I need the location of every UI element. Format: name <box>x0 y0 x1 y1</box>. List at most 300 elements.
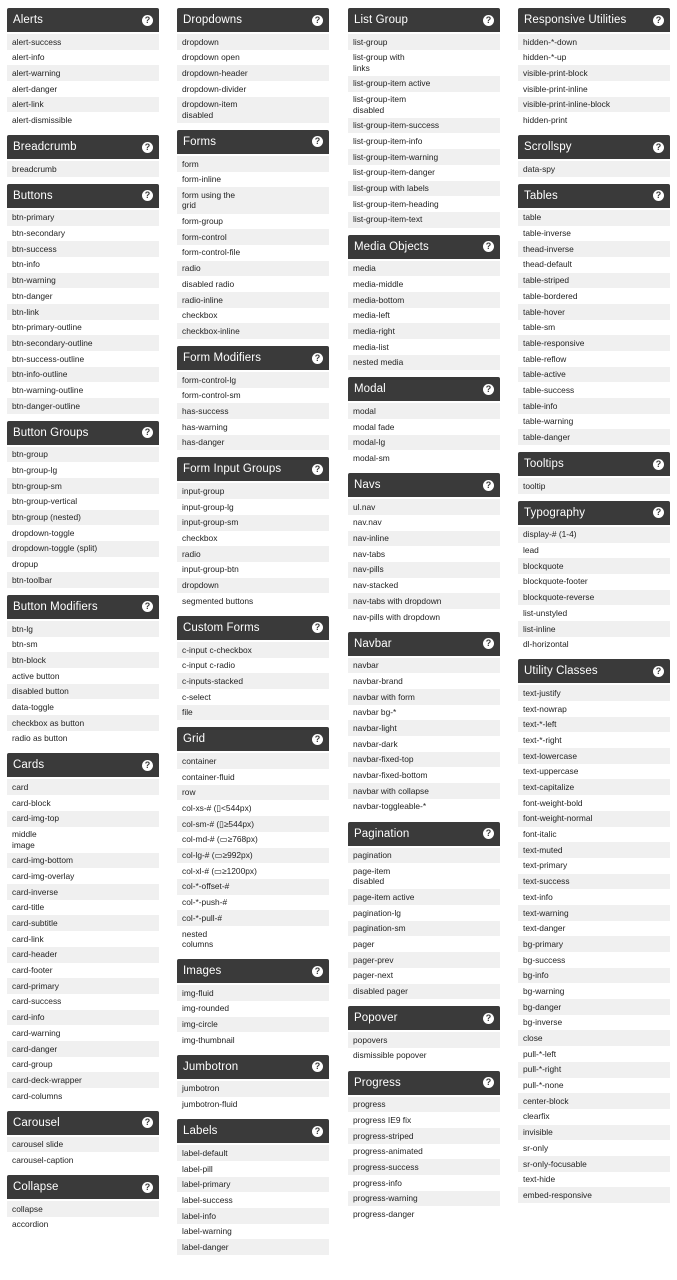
list-item[interactable]: navbar-toggleable-* <box>348 799 500 815</box>
list-item[interactable]: table-active <box>518 367 670 383</box>
list-item[interactable]: input-group-sm <box>177 515 329 531</box>
list-item[interactable]: label-warning <box>177 1224 329 1240</box>
help-icon[interactable]: ? <box>142 1117 153 1128</box>
list-item[interactable]: progress-striped <box>348 1128 500 1144</box>
help-icon[interactable]: ? <box>653 142 664 153</box>
list-item[interactable]: disabled button <box>7 684 159 700</box>
list-item[interactable]: display-# (1-4) <box>518 527 670 543</box>
list-item[interactable]: alert-danger <box>7 81 159 97</box>
list-item[interactable]: navbar <box>348 658 500 674</box>
list-item[interactable]: list-inline <box>518 621 670 637</box>
list-item[interactable]: table <box>518 210 670 226</box>
list-item[interactable]: nav.nav <box>348 515 500 531</box>
list-item[interactable]: col-*-offset-# <box>177 879 329 895</box>
list-item[interactable]: segmented buttons <box>177 593 329 609</box>
list-item[interactable]: list-group-item-text <box>348 212 500 228</box>
section-title: Responsive Utilities <box>524 14 627 26</box>
list-item[interactable]: table-info <box>518 398 670 414</box>
list-item[interactable]: form-control-sm <box>177 388 329 404</box>
list-item[interactable]: dl-horizontal <box>518 637 670 653</box>
list-item[interactable]: col-*-pull-# <box>177 910 329 926</box>
list-item[interactable]: radio as button <box>7 731 159 747</box>
list-item[interactable]: col-xs-# (▯<544px) <box>177 800 329 816</box>
list-item[interactable]: disabled pager <box>348 984 500 1000</box>
list-item[interactable]: radio <box>177 546 329 562</box>
list-item[interactable]: visible-print-inline-block <box>518 97 670 113</box>
help-icon[interactable]: ? <box>483 480 494 491</box>
list-item[interactable]: bg-primary <box>518 936 670 952</box>
help-icon[interactable]: ? <box>312 1126 323 1137</box>
list-item[interactable]: list-group-item-danger <box>348 165 500 181</box>
list-item[interactable]: ul.nav <box>348 499 500 515</box>
list-item[interactable]: input-group <box>177 483 329 499</box>
list-item[interactable]: img-thumbnail <box>177 1032 329 1048</box>
list-item[interactable]: card-img-top <box>7 811 159 827</box>
section-tooltips <box>518 452 670 494</box>
list-item[interactable]: progress-info <box>348 1175 500 1191</box>
list-item[interactable]: table-inverse <box>518 226 670 242</box>
list-item[interactable]: text-danger <box>518 921 670 937</box>
list-item[interactable]: card-link <box>7 931 159 947</box>
list-item[interactable]: media-bottom <box>348 292 500 308</box>
list-item[interactable]: pager <box>348 936 500 952</box>
list-item[interactable]: card-title <box>7 900 159 916</box>
list-item[interactable]: card-warning <box>7 1025 159 1041</box>
help-icon[interactable]: ? <box>312 966 323 977</box>
help-icon[interactable]: ? <box>653 507 664 518</box>
list-item[interactable]: popovers <box>348 1032 500 1048</box>
list-item[interactable]: text-warning <box>518 905 670 921</box>
list-item[interactable]: btn-group-lg <box>7 462 159 478</box>
list-item[interactable]: dropup <box>7 557 159 573</box>
list-item[interactable]: label-success <box>177 1192 329 1208</box>
list-item[interactable]: visible-print-block <box>518 65 670 81</box>
list-item[interactable]: font-weight-normal <box>518 811 670 827</box>
list-item[interactable]: navbar with form <box>348 689 500 705</box>
list-item[interactable]: btn-info <box>7 257 159 273</box>
list-item[interactable]: btn-lg <box>7 621 159 637</box>
list-item[interactable]: has-success <box>177 403 329 419</box>
help-icon[interactable]: ? <box>312 734 323 745</box>
help-icon[interactable]: ? <box>312 353 323 364</box>
list-item[interactable]: tooltip <box>518 478 670 494</box>
item-list <box>7 779 159 1103</box>
list-item[interactable]: form-inline <box>177 172 329 188</box>
list-item[interactable]: radio <box>177 261 329 277</box>
list-item[interactable]: card-header <box>7 947 159 963</box>
help-icon[interactable]: ? <box>312 464 323 475</box>
list-item[interactable]: jumbotron-fluid <box>177 1097 329 1113</box>
list-item[interactable]: active button <box>7 668 159 684</box>
list-item[interactable]: blockquote-reverse <box>518 590 670 606</box>
list-item[interactable]: col-lg-# (▭≥992px) <box>177 848 329 864</box>
help-icon[interactable]: ? <box>142 190 153 201</box>
item-list <box>177 372 329 450</box>
list-item[interactable]: dropdown-divider <box>177 81 329 97</box>
section-title: Modal <box>354 383 386 396</box>
list-item[interactable]: nav-tabs with dropdown <box>348 593 500 609</box>
list-item[interactable]: list-group-item active <box>348 76 500 92</box>
list-item[interactable]: card-danger <box>7 1041 159 1057</box>
list-item[interactable]: data-spy <box>518 161 670 177</box>
list-item[interactable]: table-bordered <box>518 288 670 304</box>
list-item[interactable]: card-subtitle <box>7 915 159 931</box>
list-item[interactable]: alert-link <box>7 97 159 113</box>
list-item[interactable]: col-sm-# (▯≥544px) <box>177 816 329 832</box>
help-icon[interactable]: ? <box>312 1061 323 1072</box>
list-item[interactable]: form-group <box>177 214 329 230</box>
section-breadcrumb <box>7 135 159 177</box>
help-icon[interactable]: ? <box>483 1077 494 1088</box>
list-item[interactable]: hidden-*-down <box>518 34 670 50</box>
list-item[interactable]: close <box>518 1030 670 1046</box>
list-item[interactable]: label-pill <box>177 1161 329 1177</box>
help-icon[interactable]: ? <box>653 459 664 470</box>
list-item[interactable]: pager-prev <box>348 952 500 968</box>
list-item[interactable]: modal-lg <box>348 435 500 451</box>
section-title: Utility Classes <box>524 665 598 678</box>
help-icon[interactable]: ? <box>483 638 494 649</box>
list-item[interactable]: row <box>177 785 329 801</box>
list-item[interactable]: checkbox-inline <box>177 323 329 339</box>
section-header <box>7 753 159 777</box>
list-item[interactable]: middle image <box>7 827 159 853</box>
list-item[interactable]: embed-responsive <box>518 1187 670 1203</box>
list-item[interactable]: text-justify <box>518 685 670 701</box>
list-item[interactable]: text-muted <box>518 842 670 858</box>
help-icon[interactable]: ? <box>483 241 494 252</box>
list-item[interactable]: label-default <box>177 1145 329 1161</box>
section-forms <box>177 130 329 339</box>
list-item[interactable]: pull-*-left <box>518 1046 670 1062</box>
list-item[interactable]: btn-danger-outline <box>7 398 159 414</box>
list-item[interactable]: card-deck-wrapper <box>7 1072 159 1088</box>
list-item[interactable]: visible-print-inline <box>518 81 670 97</box>
help-icon[interactable]: ? <box>653 190 664 201</box>
list-item[interactable]: text-*-right <box>518 732 670 748</box>
help-icon[interactable]: ? <box>312 136 323 147</box>
list-item[interactable]: bg-inverse <box>518 1015 670 1031</box>
list-item[interactable]: has-warning <box>177 419 329 435</box>
list-item[interactable]: form using the grid <box>177 187 329 213</box>
list-item[interactable]: card-primary <box>7 978 159 994</box>
section-progress <box>348 1071 500 1223</box>
list-item[interactable]: btn-toolbar <box>7 572 159 588</box>
list-item[interactable]: alert-dismissible <box>7 112 159 128</box>
list-item[interactable]: list-group with links <box>348 50 500 76</box>
list-item[interactable]: btn-block <box>7 652 159 668</box>
list-item[interactable]: img-circle <box>177 1017 329 1033</box>
list-item[interactable]: text-*-left <box>518 717 670 733</box>
list-item[interactable]: table-striped <box>518 273 670 289</box>
list-item[interactable]: input-group-lg <box>177 499 329 515</box>
list-item[interactable]: card-footer <box>7 963 159 979</box>
list-item[interactable]: card-img-bottom <box>7 853 159 869</box>
list-item[interactable]: progress-danger <box>348 1206 500 1222</box>
list-item[interactable]: text-uppercase <box>518 764 670 780</box>
list-item[interactable]: alert-info <box>7 50 159 66</box>
list-item[interactable]: pagination-lg <box>348 905 500 921</box>
help-icon[interactable]: ? <box>312 622 323 633</box>
section-form-modifiers <box>177 346 329 450</box>
list-item[interactable]: blockquote-footer <box>518 574 670 590</box>
list-item[interactable]: checkbox <box>177 531 329 547</box>
list-item[interactable]: img-rounded <box>177 1001 329 1017</box>
list-item[interactable]: table-success <box>518 382 670 398</box>
list-item[interactable]: btn-info-outline <box>7 367 159 383</box>
list-item[interactable]: btn-warning <box>7 273 159 289</box>
list-item[interactable]: carousel slide <box>7 1137 159 1153</box>
list-item[interactable]: clearfix <box>518 1109 670 1125</box>
list-item[interactable]: text-capitalize <box>518 779 670 795</box>
list-item[interactable]: bg-info <box>518 968 670 984</box>
list-item[interactable]: thead-inverse <box>518 241 670 257</box>
list-item[interactable]: container <box>177 753 329 769</box>
list-item[interactable]: progress-success <box>348 1159 500 1175</box>
list-item[interactable]: media-right <box>348 323 500 339</box>
help-icon[interactable]: ? <box>142 1182 153 1193</box>
section-media-objects <box>348 235 500 371</box>
list-item[interactable]: nested media <box>348 355 500 371</box>
list-item[interactable]: disabled radio <box>177 276 329 292</box>
list-item[interactable]: btn-success-outline <box>7 351 159 367</box>
item-list <box>7 34 159 128</box>
list-item[interactable]: thead-default <box>518 257 670 273</box>
list-item[interactable]: dropdown open <box>177 50 329 66</box>
list-item[interactable]: bg-warning <box>518 983 670 999</box>
item-list <box>518 478 670 494</box>
list-item[interactable]: text-success <box>518 874 670 890</box>
list-item[interactable]: pull-*-none <box>518 1078 670 1094</box>
list-item[interactable]: nav-inline <box>348 531 500 547</box>
list-item[interactable]: btn-group-vertical <box>7 494 159 510</box>
list-item[interactable]: modal <box>348 403 500 419</box>
list-item[interactable]: card-success <box>7 994 159 1010</box>
list-item[interactable]: c-select <box>177 689 329 705</box>
list-item[interactable]: input-group-btn <box>177 562 329 578</box>
list-item[interactable]: container-fluid <box>177 769 329 785</box>
help-icon[interactable]: ? <box>142 601 153 612</box>
list-item[interactable]: checkbox <box>177 308 329 324</box>
list-item[interactable]: dropdown <box>177 34 329 50</box>
list-item[interactable]: pager-next <box>348 968 500 984</box>
list-item[interactable]: has-danger <box>177 435 329 451</box>
help-icon[interactable]: ? <box>142 760 153 771</box>
list-item[interactable]: media-left <box>348 308 500 324</box>
list-item[interactable]: progress IE9 fix <box>348 1112 500 1128</box>
list-item[interactable]: navbar with collapse <box>348 783 500 799</box>
list-item[interactable]: sr-only-focusable <box>518 1156 670 1172</box>
list-item[interactable]: nav-stacked <box>348 578 500 594</box>
list-item[interactable]: table-hover <box>518 304 670 320</box>
list-item[interactable]: bg-success <box>518 952 670 968</box>
list-item[interactable]: list-group-item-warning <box>348 149 500 165</box>
item-list <box>518 527 670 653</box>
list-item[interactable]: font-italic <box>518 827 670 843</box>
list-item[interactable]: card-block <box>7 795 159 811</box>
list-item[interactable]: pagination <box>348 848 500 864</box>
list-item[interactable]: table-warning <box>518 414 670 430</box>
list-item[interactable]: navbar-brand <box>348 673 500 689</box>
section-cards <box>7 753 159 1103</box>
list-item[interactable]: radio-inline <box>177 292 329 308</box>
list-item[interactable]: carousel-caption <box>7 1152 159 1168</box>
list-item[interactable]: col-*-push-# <box>177 895 329 911</box>
section-button-groups <box>7 421 159 588</box>
help-icon[interactable]: ? <box>142 15 153 26</box>
list-item[interactable]: label-info <box>177 1208 329 1224</box>
list-item[interactable]: text-lowercase <box>518 748 670 764</box>
list-item[interactable]: list-unstyled <box>518 605 670 621</box>
list-item[interactable]: nav-pills <box>348 562 500 578</box>
list-item[interactable]: dropdown-header <box>177 65 329 81</box>
list-item[interactable]: card <box>7 779 159 795</box>
list-item[interactable]: blockquote <box>518 558 670 574</box>
list-item[interactable]: table-responsive <box>518 335 670 351</box>
list-item[interactable]: text-info <box>518 889 670 905</box>
list-item[interactable]: list-group with labels <box>348 181 500 197</box>
list-item[interactable]: font-weight-bold <box>518 795 670 811</box>
list-item[interactable]: bg-danger <box>518 999 670 1015</box>
help-icon[interactable]: ? <box>483 384 494 395</box>
list-item[interactable]: label-primary <box>177 1177 329 1193</box>
list-item[interactable]: invisible <box>518 1125 670 1141</box>
list-item[interactable]: text-nowrap <box>518 701 670 717</box>
list-item[interactable]: page-item active <box>348 889 500 905</box>
list-item[interactable]: progress <box>348 1097 500 1113</box>
list-item[interactable]: card-inverse <box>7 884 159 900</box>
list-item[interactable]: card-img-overlay <box>7 868 159 884</box>
list-item[interactable]: btn-danger <box>7 288 159 304</box>
section-header <box>177 1055 329 1079</box>
list-item[interactable]: pull-*-right <box>518 1062 670 1078</box>
list-item[interactable]: navbar-fixed-top <box>348 752 500 768</box>
list-item[interactable]: dropdown <box>177 578 329 594</box>
list-item[interactable]: breadcrumb <box>7 161 159 177</box>
list-item[interactable]: btn-warning-outline <box>7 382 159 398</box>
list-item[interactable]: form-control-lg <box>177 372 329 388</box>
list-item[interactable]: btn-secondary-outline <box>7 335 159 351</box>
list-item[interactable]: file <box>177 705 329 721</box>
list-item[interactable]: table-sm <box>518 320 670 336</box>
list-item[interactable]: accordion <box>7 1217 159 1233</box>
list-item[interactable]: pagination-sm <box>348 921 500 937</box>
list-item[interactable]: navbar-fixed-bottom <box>348 767 500 783</box>
list-item[interactable]: dismissible popover <box>348 1048 500 1064</box>
list-item[interactable]: alert-success <box>7 34 159 50</box>
list-item[interactable]: navbar bg-* <box>348 705 500 721</box>
list-item[interactable]: dropdown-toggle (split) <box>7 541 159 557</box>
list-item[interactable]: c-inputs-stacked <box>177 673 329 689</box>
list-item[interactable]: img-fluid <box>177 985 329 1001</box>
list-item[interactable]: lead <box>518 543 670 559</box>
list-item[interactable]: form-control <box>177 229 329 245</box>
list-item[interactable]: nested columns <box>177 926 329 952</box>
list-item[interactable]: modal-sm <box>348 450 500 466</box>
list-item[interactable]: form <box>177 156 329 172</box>
list-item[interactable]: btn-primary-outline <box>7 320 159 336</box>
list-item[interactable]: text-hide <box>518 1172 670 1188</box>
section-title: Breadcrumb <box>13 141 77 154</box>
section-title: Form Modifiers <box>183 352 262 364</box>
list-item[interactable]: list-group-item-info <box>348 133 500 149</box>
list-item[interactable]: btn-secondary <box>7 226 159 242</box>
list-item[interactable]: media-list <box>348 339 500 355</box>
list-item[interactable]: jumbotron <box>177 1081 329 1097</box>
list-item[interactable]: progress-warning <box>348 1191 500 1207</box>
section-title: Pagination <box>354 827 410 840</box>
list-item[interactable]: center-block <box>518 1093 670 1109</box>
section-title: Carousel <box>13 1116 60 1129</box>
list-item[interactable]: data-toggle <box>7 699 159 715</box>
help-icon[interactable]: ? <box>483 1013 494 1024</box>
list-item[interactable]: nav-tabs <box>348 546 500 562</box>
list-item[interactable]: c-input c-checkbox <box>177 642 329 658</box>
list-item[interactable]: checkbox as button <box>7 715 159 731</box>
section-title: Typography <box>524 506 586 519</box>
list-item[interactable]: btn-group-sm <box>7 478 159 494</box>
list-item[interactable]: sr-only <box>518 1140 670 1156</box>
list-item[interactable]: table-reflow <box>518 351 670 367</box>
list-item[interactable]: c-input c-radio <box>177 658 329 674</box>
list-item[interactable]: list-group-item-heading <box>348 196 500 212</box>
list-item[interactable]: col-xl-# (▭≥1200px) <box>177 863 329 879</box>
list-item[interactable]: navbar-dark <box>348 736 500 752</box>
list-item[interactable]: media <box>348 261 500 277</box>
list-item[interactable]: navbar-light <box>348 720 500 736</box>
help-icon[interactable]: ? <box>142 427 153 438</box>
item-list <box>518 210 670 445</box>
list-item[interactable]: nav-pills with dropdown <box>348 609 500 625</box>
list-item[interactable]: media-middle <box>348 276 500 292</box>
list-item[interactable]: col-md-# (▭≥768px) <box>177 832 329 848</box>
list-item[interactable]: card-info <box>7 1010 159 1026</box>
list-item[interactable]: btn-group <box>7 447 159 463</box>
list-item[interactable]: btn-sm <box>7 637 159 653</box>
list-item[interactable]: form-control-file <box>177 245 329 261</box>
section-title: Media Objects <box>354 240 429 253</box>
list-item[interactable]: hidden-print <box>518 112 670 128</box>
list-item[interactable]: list-group-item disabled <box>348 92 500 118</box>
item-list <box>518 34 670 128</box>
list-item[interactable]: text-primary <box>518 858 670 874</box>
list-item[interactable]: btn-success <box>7 241 159 257</box>
list-item[interactable]: list-group <box>348 34 500 50</box>
list-item[interactable]: alert-warning <box>7 65 159 81</box>
help-icon[interactable]: ? <box>142 142 153 153</box>
list-item[interactable]: hidden-*-up <box>518 50 670 66</box>
list-item[interactable]: table-danger <box>518 429 670 445</box>
help-icon[interactable]: ? <box>653 15 664 26</box>
help-icon[interactable]: ? <box>653 666 664 677</box>
help-icon[interactable]: ? <box>483 15 494 26</box>
list-item[interactable]: btn-link <box>7 304 159 320</box>
list-item[interactable]: progress-animated <box>348 1144 500 1160</box>
list-item[interactable]: label-danger <box>177 1239 329 1255</box>
list-item[interactable]: collapse <box>7 1201 159 1217</box>
list-item[interactable]: list-group-item-success <box>348 118 500 134</box>
list-item[interactable]: page-item disabled <box>348 863 500 889</box>
list-item[interactable]: card-columns <box>7 1088 159 1104</box>
list-item[interactable]: card-group <box>7 1057 159 1073</box>
help-icon[interactable]: ? <box>312 15 323 26</box>
help-icon[interactable]: ? <box>483 828 494 839</box>
list-item[interactable]: dropdown-toggle <box>7 525 159 541</box>
list-item[interactable]: btn-primary <box>7 210 159 226</box>
list-item[interactable]: btn-group (nested) <box>7 510 159 526</box>
list-item[interactable]: dropdown-item disabled <box>177 97 329 123</box>
list-item[interactable]: modal fade <box>348 419 500 435</box>
